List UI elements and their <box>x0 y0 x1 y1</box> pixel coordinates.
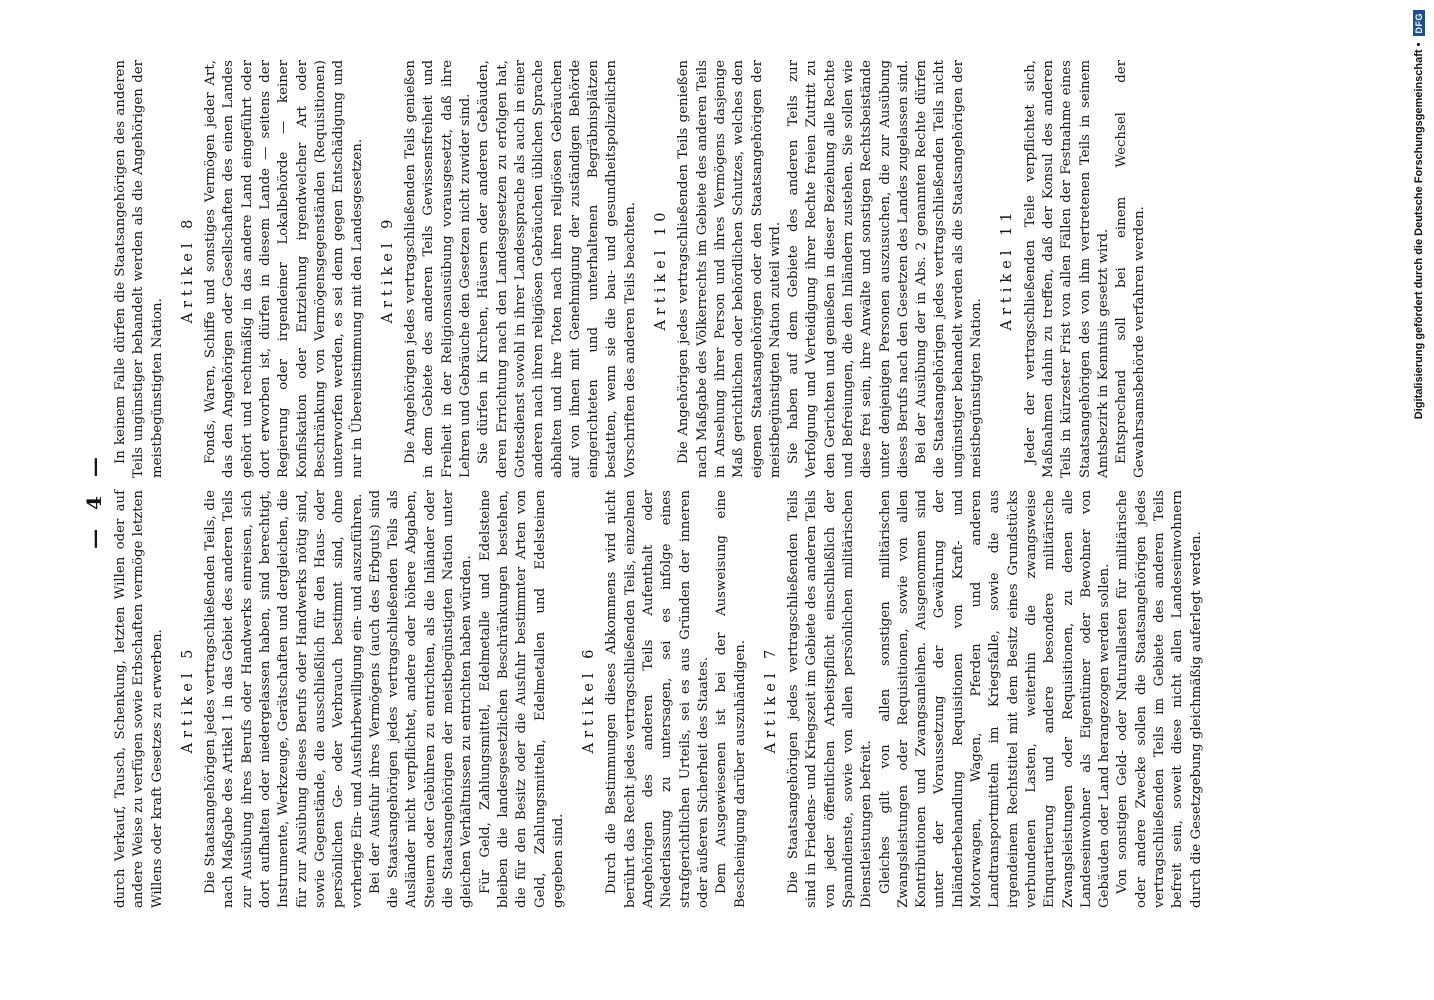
article-heading: Artikel 7 <box>762 644 779 754</box>
paragraph: Sie haben auf dem Gebiete des anderen Teils zur Verfolgung und Verteidigung ihrer Rechte freien Zutritt zu den Gerichten und genießen in dieser Beziehung alle Rechte und Befreiungen, die den Inländern zustehen. Sie sollen wie diese frei sein, ihre Anwälte und sonstigen Rechtsbeistände unter denjenigen Personen auszusuchen, die zur Ausübung dieses Berufs nach den Gesetzen des Landes zugelassen sind. <box>786 59 911 478</box>
article-heading: Artikel 5 <box>179 644 196 754</box>
paragraph: Dem Ausgewiesenen ist bei der Ausweisung eine Bescheinigung darüber auszuhändigen. <box>714 490 748 908</box>
paragraph: Die Staatsangehörigen jedes vertragschließenden Teils sind in Friedens- und Kriegszeit im Gebiete des anderen Teils von jeder öffentlichen Arbeitspflicht einschließlich der Spanndienste, sowie von allen persönlichen militärischen Dienstleistungen befreit. <box>786 490 875 908</box>
article-heading: Artikel 9 <box>379 214 396 324</box>
left-column <box>112 490 1204 908</box>
paragraph: Durch die Bestimmungen dieses Abkommens wird nicht berührt das Recht jedes vertragschließenden Teils, einzelnen Angehörigen des anderen Teils Aufenthalt oder Niederlassung zu untersagen, sei es infolge eines strafgerichtlichen Urteils, sei es aus Gründen der inneren oder äußeren Sicherheit des Staates. <box>604 490 711 908</box>
paragraph: Bei der Ausübung der in Abs. 2 genannten Rechte dürfen die Staatsangehörigen jedes vertragschließenden Teils nicht ungünstiger behandelt werden als die Staatsangehörigen der meistbegünstigten Nation. <box>914 60 985 478</box>
paragraph: Sie dürfen in Kirchen, Häusern oder anderen Gebäuden, deren Errichtung nach den Landesgesetzen zu erfolgen hat, Gottesdienst sowohl in ihrer Landessprache als auch in einer anderen nach ihren religiösen Gebräuchen üblichen Sprache abhalten und ihre Toten nach ihren religiösen Gebräuchen auf von ihnen mit Genehmigung der zuständigen Behörde eingerichteten und unterhaltenen Begräbnisplätzen bestatten, wenn sie die bau- und gesundheitspolizeilichen Vorschriften des anderen Teils beachten. <box>476 60 638 478</box>
paragraph: Die Angehörigen jedes vertragschließenden Teils genießen in dem Gebiete des anderen Teils Gewissensfreiheit und Freiheit in der Religionsausübung vorausgesetzt, daß ihre Lehren und Gebräuche den Gesetzen nicht zuwider sind. <box>403 60 474 478</box>
paragraph: Gleiches gilt von allen sonstigen militärischen Zwangsleistungen oder Requisitionen, sowie von allen Kontributionen und Zwangsanleihen. Ausgenommen sind unter der Voraussetzung der Gewährung der Inländerbehandlung Requisitionen von Kraft- und Motorwagen, Wagen, Pferden und anderen Landtransportmitteln im Kriegsfalle, sowie die aus irgendeinem Rechtstitel mit dem Besitz eines Grundstücks verbundenen Lasten, weiterhin die zwangsweise Einquartierung und andere besondere militärische Zwangsleistungen oder Requisitionen, zu denen alle Landeseinwohner als Eigentümer oder Bewohner von Gebäuden oder Land herangezogen werden sollen. <box>877 490 1113 908</box>
paragraph: In keinem Falle dürfen die Staatsangehörigen des anderen Teils ungünstiger behandelt werden als die Angehörigen der meistbegünstigten Nation. <box>113 60 165 478</box>
paragraph: Jeder der vertragschließenden Teile verpflichtet sich, Maßnahmen dahin zu treffen, daß der Konsul des anderen Teils in kürzester Frist von allen Fällen der Festnahme eines Staatsangehörigen des von ihm vertretenen Teils in seinem Amtsbezirk in Kenntnis gesetzt wird. <box>1022 60 1111 478</box>
article-heading: Artikel 6 <box>581 644 598 754</box>
article-heading: Artikel 11 <box>999 207 1016 331</box>
digitization-imprint <box>1408 0 1430 1000</box>
paragraph: Die Angehörigen jedes vertragschließenden Teils genießen nach Maßgabe des Völkerrechts im Gebiete des anderen Teils in Ansehung ihrer Person und ihres Vermögens dasjenige Maß gerichtlichen oder behördlichen Schutzes, welches den eigenen Staatsangehörigen oder den Staatsangehörigen der meistbegünstigten Nation zuteil wird. <box>676 60 783 478</box>
right-column <box>112 60 1172 478</box>
article-heading: Artikel 8 <box>179 214 196 324</box>
paragraph: Fonds, Waren, Schiffe und sonstiges Vermögen jeder Art, das den Angehörigen oder Gesellschaften des einen Landes gehört und rechtmäßig in das andere Land eingeführt oder dort erworben ist, dürfen in diesem Lande — seitens der Regierung oder irgendeiner Lokalbehörde — keiner Konfiskation oder Entziehung irgendwelcher Art oder Beschränkung von Vermögensgegenständen (Requisitionen) unterworfen werden, es sei denn gegen Entschädigung und nur in Übereinstimmung mit den Landesgesetzen. <box>203 60 365 478</box>
paragraph: Die Staatsangehörigen jedes vertragschließenden Teils, die nach Maßgabe des Artikel 1 in das Gebiet des anderen Teils zur Ausübung ihres Berufs oder Handwerks einreisen, sich dort aufhalten oder niedergelassen haben, sind berechtigt, Instrumente, Werkzeuge, Gerätschaften und dergleichen, die für zur Ausübung dieses Berufs oder Handwerks nötig sind, sowie Gegenstände, die ausschließlich für den Haus- oder persönlichen Ge- oder Verbrauch bestimmt sind, ohne vorherige Ein- und Ausfuhrbewilligung ein- und auszuführen. <box>203 490 365 908</box>
paragraph: Entsprechend soll bei einem Wechsel der Gewahrsamsbehörde verfahren werden. <box>1114 60 1148 478</box>
paragraph: Bei der Ausfuhr ihres Vermögens (auch des Erbguts) sind die Staatsangehörigen jedes vertragschließenden Teils als Ausländer nicht verpflichtet, andere oder höhere Abgaben, Steuern oder Gebühren zu entrichten, als die Inländer oder die Staatsangehörigen der meistbegünstigten Nation unter gleichen Verhältnissen zu entrichten haben würden. <box>367 490 475 908</box>
paragraph: Von sonstigen Geld- oder Naturallasten für militärische oder andere Zwecke sollen die Staatsangehörigen jedes vertragschließenden Teils im Gebiete des anderen Teils befreit sein, soweit diese nicht allen Landeseinwohnern durch die Gesetzgebung gleichmäßig auferlegt werden. <box>1115 490 1204 908</box>
page-number: — 4 — <box>82 451 106 549</box>
paragraph: durch Verkauf, Tausch, Schenkung, letzten Willen oder auf andere Weise zu verfügen sowie Erbschaften vermöge letzten Willens oder kraft Gesetzes zu erwerben. <box>113 490 165 908</box>
imprint-text: Digitalisierung gefördert durch die Deutsche Forschungsgemeinschaft • <box>1413 42 1425 420</box>
article-heading: Artikel 10 <box>653 207 670 331</box>
paragraph: Für Geld, Zahlungsmittel, Edelmetalle und Edelsteine bleiben die landesgesetzlichen Beschränkungen bestehen, die für den Besitz oder die Ausfuhr bestimmter Arten von Geld, Zahlungsmitteln, Edelmetallen und Edelsteinen gegeben sind. <box>477 490 566 908</box>
dfg-logo: DFG <box>1413 10 1425 37</box>
